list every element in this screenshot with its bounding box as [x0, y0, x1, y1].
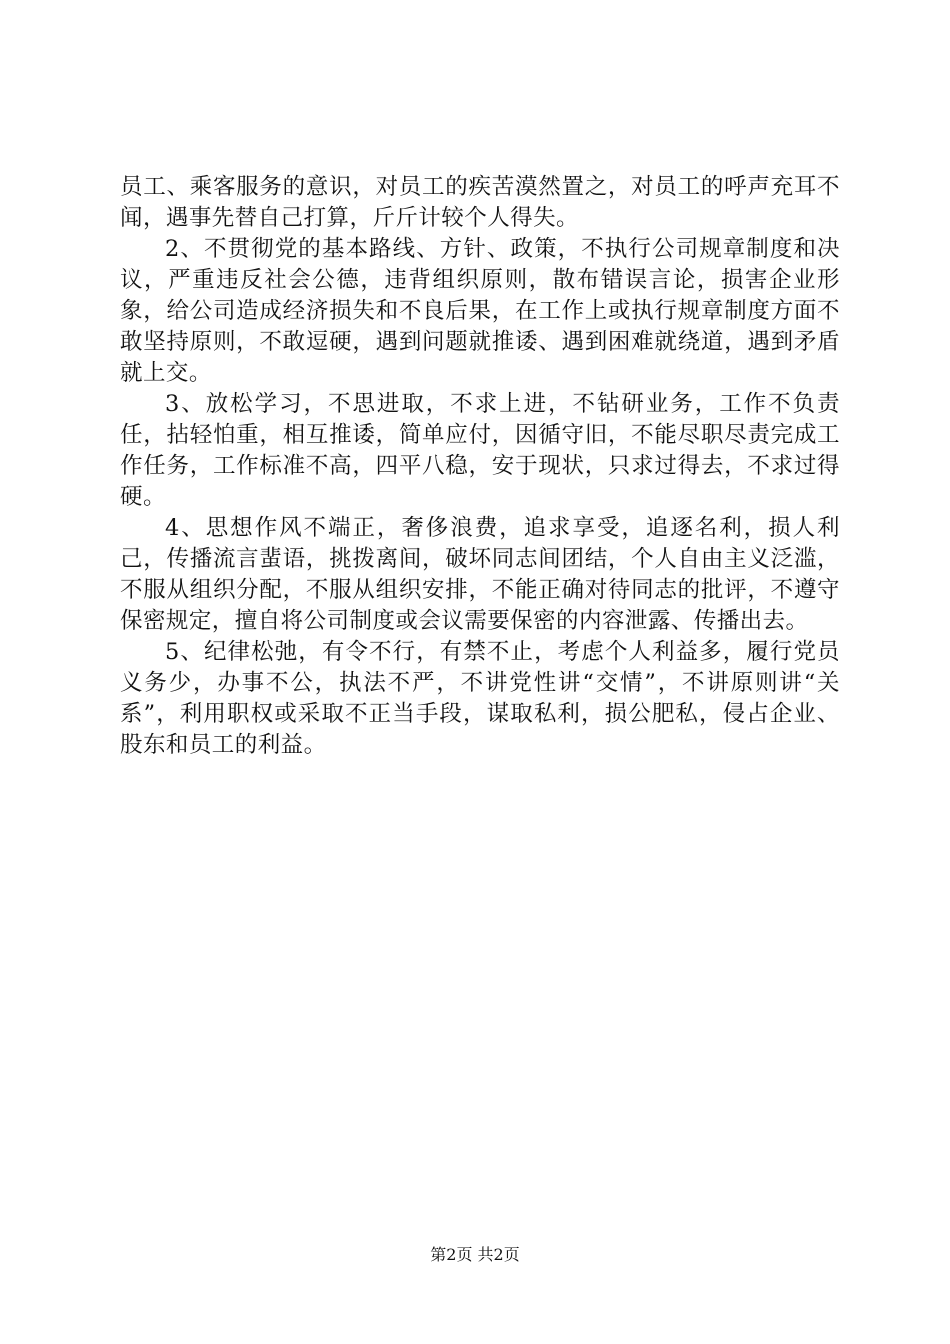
paragraph-item-5: 5、纪律松弛，有令不行，有禁不止，考虑个人利益多，履行党员义务少，办事不公，执法不严，不讲党性讲“交情”，不讲原则讲“关系”，利用职权或采取不正当手段，谋取私利，损公肥私，侵占企业、股东和员工的利益。: [120, 639, 840, 758]
paragraph-item-2: 2、不贯彻党的基本路线、方针、政策，不执行公司规章制度和决议，严重违反社会公德，违背组织原则，散布错误言论，损害企业形象，给公司造成经济损失和不良后果，在工作上或执行规章制度方面不敢坚持原则，不敢逗硬，遇到问题就推诿、遇到困难就绕道，遇到矛盾就上交。: [120, 236, 840, 386]
paragraph-continuation: 员工、乘客服务的意识，对员工的疾苦漠然置之，对员工的呼声充耳不闻，遇事先替自己打算，斤斤计较个人得失。: [120, 174, 840, 231]
paragraph-item-3: 3、放松学习，不思进取，不求上进，不钻研业务，工作不负责任，拈轻怕重，相互推诿，简单应付，因循守旧，不能尽职尽责完成工作任务，工作标准不高，四平八稳，安于现状，只求过得去，不求过得硬。: [120, 391, 840, 510]
paragraph-item-4: 4、思想作风不端正，奢侈浪费，追求享受，追逐名利，损人利己，传播流言蜚语，挑拨离间，破坏同志间团结，个人自由主义泛滥，不服从组织分配，不服从组织安排，不能正确对待同志的批评，不遵守保密规定，擅自将公司制度或会议需要保密的内容泄露、传播出去。: [120, 515, 840, 634]
document-body: [120, 172, 840, 761]
page-number-footer: 第2页 共2页: [430, 1245, 520, 1264]
